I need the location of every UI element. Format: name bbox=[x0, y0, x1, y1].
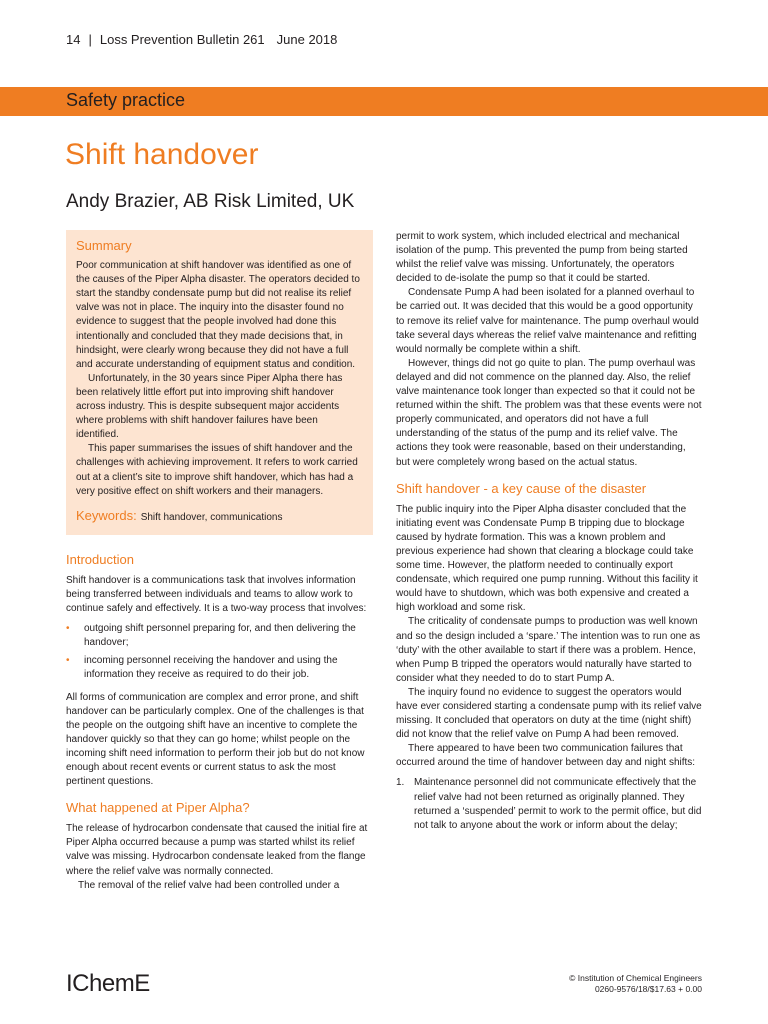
left-column bbox=[66, 230, 373, 893]
logo-text: IChemE bbox=[66, 970, 150, 997]
bullet-item: • outgoing shift personnel preparing for, and then delivering the handover; bbox=[66, 622, 373, 650]
introduction-bullet-list bbox=[66, 622, 373, 682]
key-cause-heading: Shift handover - a key cause of the disaster bbox=[396, 480, 647, 496]
article-title: Shift handover bbox=[65, 138, 259, 171]
section-band bbox=[0, 87, 768, 116]
pump-a-paragraph: Condensate Pump A had been isolated for a planned overhaul to be carried out. It was decided that this would be a good opportunity to remove its relief valve for maintenance. The pump overhaul would take several days whereas the relief valve maintenance and refitting would normally be complete within a shift. bbox=[396, 287, 699, 355]
summary-paragraph-2: Unfortunately, in the 30 years since Piper Alpha there has been relatively little effort put into improving shift handover across industry. This is despite subsequent major accidents where problems with shift handover failures have been identified. bbox=[76, 372, 343, 441]
introduction-heading: Introduction bbox=[66, 551, 134, 567]
what-happened-paragraph-2: The removal of the relief valve had been controlled under a bbox=[78, 879, 340, 891]
criticality-paragraph: The criticality of condensate pumps to production was well known and so the design included a ‘spare.’ The intention was to run one as ‘duty’ with the other available to start if there was a problem. Hence, when Pump B tripped the operators would naturally have started to consider what they needed to do to start Pump A. bbox=[396, 616, 701, 684]
introduction-paragraph-1: Shift handover is a communications task that involves information being transferred between individuals and teams to allow work to continue safely and effectively. It is a two-way process that involves: bbox=[66, 574, 367, 615]
summary-heading: Summary bbox=[76, 238, 132, 253]
keywords-label: Keywords: bbox=[76, 507, 137, 523]
plan-paragraph: However, things did not go quite to plan. The pump overhaul was delayed and did not commence on the planned day. Also, the relief valve maintenance took longer than expected so that it could not be returned within the shift. The problem was that these events were not properly communicated, and operators did not have a full understanding of the status of the pump and its relief valve. The actions they took were reasonable, based on their understanding, but were completely wrong based on the actual status. bbox=[396, 357, 702, 468]
article-code: 0260-9576/18/$17.63 + 0.00 bbox=[594, 984, 702, 994]
failures-list bbox=[396, 776, 702, 832]
keywords bbox=[76, 509, 363, 525]
inquiry-paragraph: The public inquiry into the Piper Alpha disaster concluded that the initiating event was Condensate Pump B tripping due to blockage caused by hydrate formation. This was a known problem and previous experience had shown that clearing a blockage could take some time. However, the platform needed to continually export condensate, which required one pump running. Without this facility it would have to shutdown, which was both expensive and created a high workload and some risk. bbox=[396, 503, 698, 614]
what-happened-paragraph-1: The release of hydrocarbon condensate that caused the initial fire at Piper Alpha occurred because a pump was started whilst its relief valve was missing. Hydrocarbon condensate leaked from the flange where the relief valve was normally connected. bbox=[66, 823, 368, 877]
publication-name: Loss Prevention Bulletin 261 bbox=[99, 32, 265, 47]
copyright-text: © Institution of Chemical Engineers bbox=[569, 973, 702, 983]
summary-paragraph-3: This paper summarises the issues of shift handover and the challenges with achieving improvement. It refers to work carried out at a client’s site to improve shift handover, which has had a very positive effect on shift workers and their managers. bbox=[76, 443, 358, 497]
summary-paragraph-1: Poor communication at shift handover was identified as one of the causes of the Piper Alpha disaster. The operators decided to start the standby condensate pump but did not realise its relief valve was not in place. The inquiry into the disaster found no evidence to suggest that the people involved had done this intentionally and concluded that they made decisions that, in hindsight, were clearly wrong because they did not have a full and accurate understanding of equipment status and condition. bbox=[76, 260, 360, 370]
summary-box bbox=[66, 230, 373, 535]
communication-failures-paragraph: There appeared to have been two communication failures that occurred around the time of handover between day and night shifts: bbox=[396, 743, 696, 769]
keywords-text: Shift handover, communications bbox=[140, 511, 283, 523]
issue-date: June 2018 bbox=[276, 32, 338, 47]
list-item-number: 1. bbox=[396, 777, 405, 789]
copyright-block bbox=[569, 973, 702, 995]
continuation-paragraph: permit to work system, which included electrical and mechanical isolation of the pump. This prevented the pump from being started whilst the relief valve was missing. Unfortunately, the operators decided to de-isolate the pump so that it could be started. bbox=[396, 231, 688, 285]
icheme-logo bbox=[66, 970, 150, 998]
running-header bbox=[66, 32, 337, 47]
page-number: 14 bbox=[66, 32, 81, 47]
section-label: Safety practice bbox=[66, 90, 186, 110]
header-separator: | bbox=[88, 32, 92, 47]
introduction-paragraph-2: All forms of communication are complex and error prone, and shift handover can be particularly complex. One of the challenges is that the people on the outgoing shift have an incentive to complete the handover quickly so that they can go home; whilst people on the incoming shift need information to perform their job but do not know enough about recent events or current status to ask the most pertinent questions. bbox=[66, 691, 365, 788]
article-author: Andy Brazier, AB Risk Limited, UK bbox=[66, 191, 355, 212]
no-evidence-paragraph: The inquiry found no evidence to suggest the operators would have ever considered starting a condensate pump with its relief valve missing. It concluded that operators on duty at the time (night shift) did not know that the relief valve on Pump A had been removed. bbox=[396, 686, 702, 741]
bullet-item: • incoming personnel receiving the handover and using the information they receive as required to do their job. bbox=[66, 654, 373, 682]
right-column bbox=[396, 230, 702, 833]
list-item bbox=[396, 776, 702, 832]
list-item-text: Maintenance personnel did not communicate effectively that the relief valve had not been returned as originally planned. They returned a ‘suspended’ permit to work to the permit office, but did not talk to anyone about the work or inform about the delay; bbox=[414, 777, 702, 831]
what-happened-heading: What happened at Piper Alpha? bbox=[66, 800, 250, 816]
